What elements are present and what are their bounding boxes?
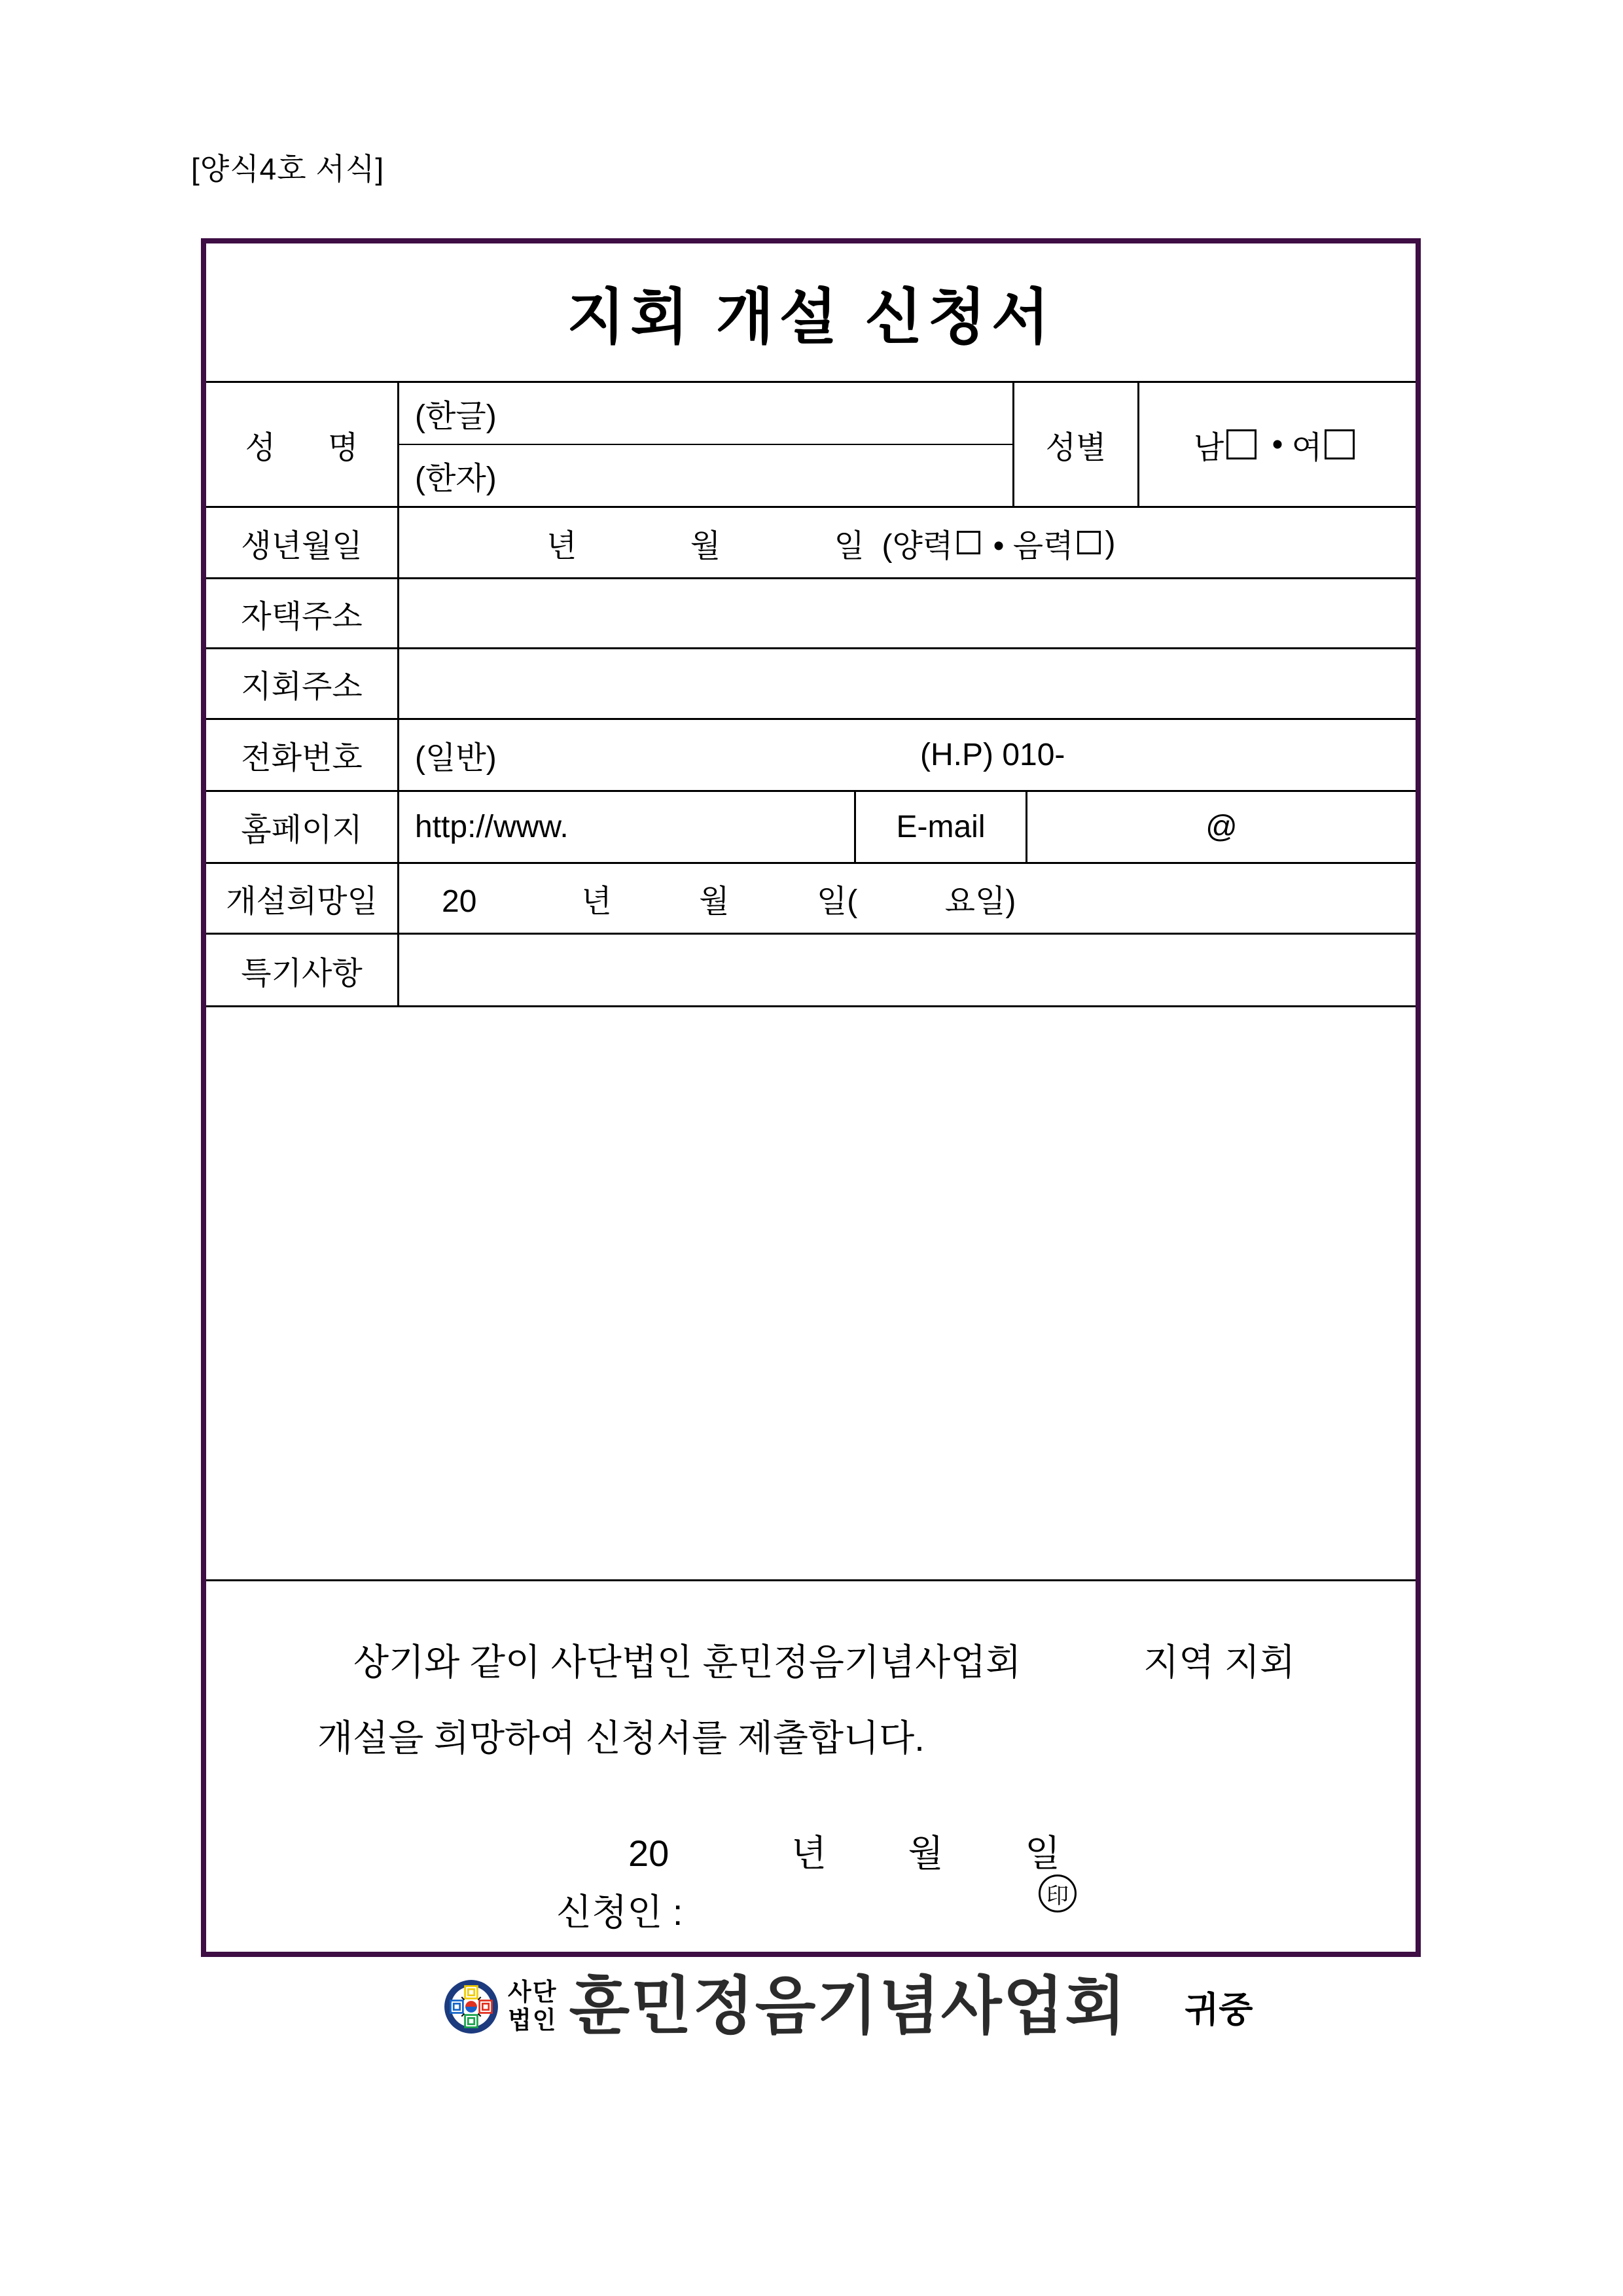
birthdate-lunar-text: • 음력: [984, 528, 1074, 564]
homepage-field: http://www.: [399, 792, 856, 862]
birthdate-label: 생년월일: [206, 508, 399, 577]
name-hanja-field: [399, 445, 1012, 506]
special-notes-label: 특기사항: [206, 935, 399, 1005]
org-type-line1: 사단: [508, 1979, 558, 2006]
sex-male-checkbox: [1226, 429, 1257, 459]
homepage-label: 홈페이지: [206, 792, 399, 862]
special-notes-row: [206, 935, 1416, 1007]
org-type-label: [508, 1979, 557, 2034]
blank-area: [206, 1007, 1416, 1581]
applicant-label: 신청인 :: [556, 1892, 683, 1933]
email-label: E-mail: [856, 792, 1027, 862]
birthdate-ymd-text: 년 월 일 (양력: [546, 528, 954, 564]
special-notes-field: [399, 935, 1416, 1005]
branch-address-row: [206, 649, 1416, 720]
sex-label: 성별: [1014, 383, 1139, 506]
org-emblem-icon: [444, 1979, 499, 2034]
opening-date-field: 20 년 월 일( 요일): [442, 884, 1016, 919]
name-hanja-prefix: (한자): [415, 461, 497, 496]
home-address-field: [399, 579, 1416, 647]
sex-options: [1139, 383, 1416, 506]
statement-area: [206, 1581, 1416, 1952]
birthdate-close-paren: ): [1105, 525, 1116, 560]
phone-general-prefix: (일반): [415, 741, 497, 776]
statement-date-line: 20 년 월 일: [628, 1833, 1061, 1874]
form-title: 지회 개설 신청서: [567, 284, 1055, 351]
home-address-row: [206, 579, 1416, 649]
email-field: @: [1205, 810, 1238, 844]
org-name-logotype: 훈민정음기념사업회: [569, 1971, 1128, 2041]
branch-address-label: 지회주소: [206, 649, 399, 718]
birthdate-field: [399, 508, 1416, 577]
lunar-calendar-checkbox: [1077, 531, 1101, 554]
name-input-area: [399, 383, 1014, 506]
phone-label: 전화번호: [206, 720, 399, 790]
recipient-label: 귀중: [1185, 1990, 1253, 2030]
sex-separator: •: [1263, 427, 1292, 462]
statement-line2: 개설을 희망하여 신청서를 제출합니다.: [317, 1717, 925, 1759]
name-label: 성 명: [206, 383, 399, 506]
phone-field: [399, 720, 1416, 790]
name-hangul-field: [399, 383, 1012, 445]
footer-org-line: [444, 1969, 1253, 2045]
solar-calendar-checkbox: [957, 531, 980, 554]
birthdate-row: [206, 508, 1416, 579]
title-row: [206, 243, 1416, 383]
name-hangul-prefix: (한글): [415, 399, 497, 434]
sex-male-label: 남: [1193, 430, 1224, 465]
phone-mobile-prefix: (H.P) 010-: [920, 738, 1065, 772]
org-type-line2: 법인: [508, 2007, 558, 2034]
seal-stamp-icon: 印: [1039, 1874, 1077, 1912]
phone-row: [206, 720, 1416, 792]
home-address-label: 자택주소: [206, 579, 399, 647]
statement-line1: 상기와 같이 사단법인 훈민정음기념사업회 지역 지회: [353, 1641, 1296, 1683]
sex-female-checkbox: [1325, 429, 1355, 459]
opening-date-label: 개설희망일: [206, 864, 399, 933]
form-number-note: [양식4호 서식]: [191, 152, 385, 186]
branch-address-field: [399, 649, 1416, 718]
application-form-table: [201, 238, 1421, 1957]
name-row: [206, 383, 1416, 508]
homepage-row: [206, 792, 1416, 864]
sex-female-label: 여: [1291, 430, 1323, 465]
opening-date-row: [206, 864, 1416, 935]
